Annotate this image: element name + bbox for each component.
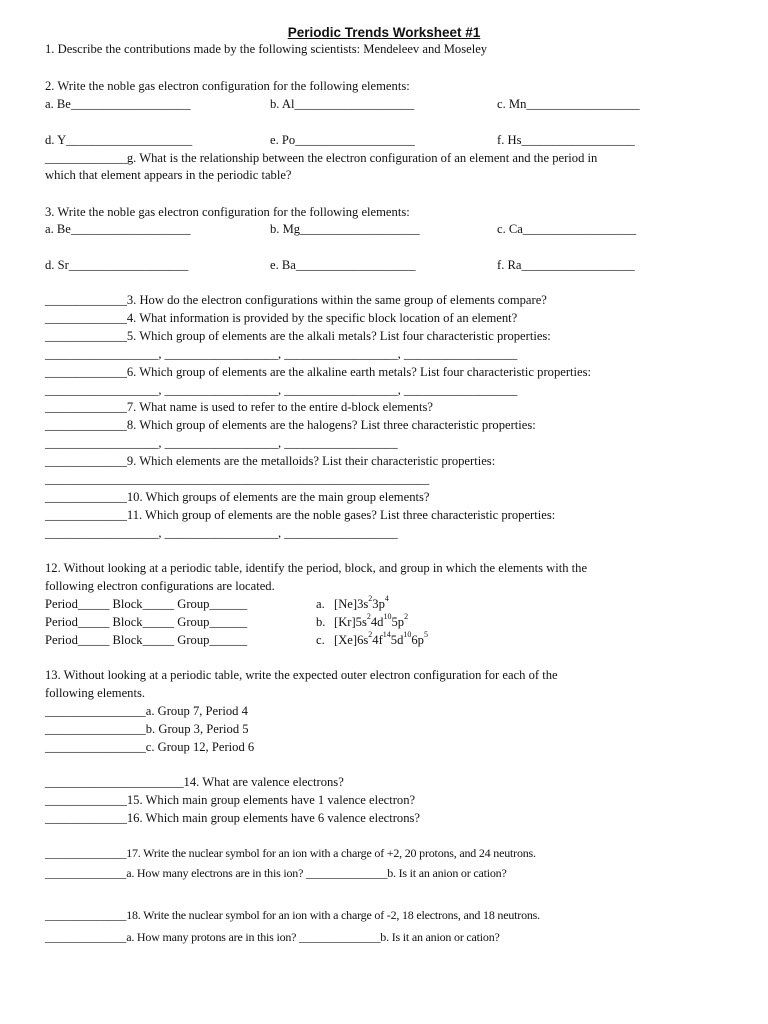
question-18: ______________18. Write the nuclear symbol for an ion with a charge of -2, 18 electrons, and 18 neutrons. <box>45 908 540 922</box>
question-14: ______________________14. What are valence electrons? <box>45 775 344 789</box>
q12-blank-a: Period_____ Block_____ Group______ <box>45 597 248 611</box>
q12-label-a: a. <box>316 597 325 611</box>
q13-item-b: ________________b. Group 3, Period 5 <box>45 722 249 736</box>
q2-item-e: e. Po___________________ <box>270 133 415 147</box>
q13-item-a: ________________a. Group 7, Period 4 <box>45 704 248 718</box>
q2-item-f: f. Hs__________________ <box>497 133 635 147</box>
q5-answer-blanks: __________________, __________________, __________________, __________________ <box>45 347 518 361</box>
question-5: _____________5. Which group of elements are the alkali metals? List four characteristic properties: <box>45 329 551 343</box>
question-17: ______________17. Write the nuclear symbol for an ion with a charge of +2, 20 protons, and 24 neutrons. <box>45 846 536 860</box>
question-16: _____________16. Which main group elements have 6 valence electrons? <box>45 811 421 825</box>
question-3-prompt: 3. Write the noble gas electron configuration for the following elements: <box>45 205 410 219</box>
q9-answer-blank: _____________________________________________________________ <box>45 472 430 486</box>
q3-item-c: c. Ca__________________ <box>497 222 637 236</box>
question-1: 1. Describe the contributions made by the following scientists: Mendeleev and Moseley <box>45 42 488 56</box>
q13-item-c: ________________c. Group 12, Period 6 <box>45 740 255 754</box>
question-8: _____________8. Which group of elements are the halogens? List three characteristic properties: <box>45 418 536 432</box>
question-13: 13. Without looking at a periodic table, write the expected outer electron configuration for each of the <box>45 668 558 682</box>
q2-item-g: _____________g. What is the relationship between the electron configuration of an element and the period in <box>45 151 598 165</box>
page-title: Periodic Trends Worksheet #1 <box>287 25 481 40</box>
q2-item-b: b. Al___________________ <box>270 97 415 111</box>
q2-item-a: a. Be___________________ <box>45 97 191 111</box>
question-12-cont: following electron configurations are located. <box>45 579 275 593</box>
q12-config-a: $[Ne]3s^23p^4$ <box>334 594 389 611</box>
question-12: 12. Without looking at a periodic table, identify the period, block, and group in which the elements with the <box>45 561 588 575</box>
q12-label-c: c. <box>316 633 325 647</box>
q12-label-b: b. <box>316 615 326 629</box>
question-13-cont: following elements. <box>45 686 146 700</box>
question-2-prompt: 2. Write the noble gas electron configuration for the following elements: <box>45 79 410 93</box>
question-6: _____________6. Which group of elements are the alkaline earth metals? List four characteristic properties: <box>45 365 592 379</box>
q12-config-c: $[Xe]6s^24f^{14}5d^{10}6p^5$ <box>334 630 428 647</box>
q3-item-f: f. Ra__________________ <box>497 258 635 272</box>
question-7: _____________7. What name is used to refer to the entire d-block elements? <box>45 400 433 414</box>
question-9: _____________9. Which elements are the metalloids? List their characteristic properties: <box>45 454 496 468</box>
question-10: _____________10. Which groups of elements are the main group elements? <box>45 490 430 504</box>
q11-answer-blanks: __________________, __________________, __________________ <box>45 526 398 540</box>
q12-blank-c: Period_____ Block_____ Group______ <box>45 633 248 647</box>
q3-item-e: e. Ba___________________ <box>270 258 416 272</box>
q12-config-b: $[Kr]5s^24d^{10}5p^2$ <box>334 612 409 629</box>
question-11: _____________11. Which group of elements are the noble gases? List three characteristic properties: <box>45 508 556 522</box>
q12-blank-b: Period_____ Block_____ Group______ <box>45 615 248 629</box>
question-15: _____________15. Which main group elements have 1 valence electron? <box>45 793 416 807</box>
q8-answer-blanks: __________________, __________________, __________________ <box>45 436 398 450</box>
question-17-sub: ______________a. How many electrons are in this ion? ______________b. Is it an anion or cation? <box>45 866 507 880</box>
question-18-sub: ______________a. How many protons are in this ion? ______________b. Is it an anion or cation? <box>45 930 500 944</box>
q3-item-a: a. Be___________________ <box>45 222 191 236</box>
q3-item-d: d. Sr___________________ <box>45 258 189 272</box>
q2-item-c: c. Mn__________________ <box>497 97 640 111</box>
q6-answer-blanks: __________________, __________________, __________________, __________________ <box>45 383 518 397</box>
q2-item-d: d. Y____________________ <box>45 133 193 147</box>
q2-item-g-cont: which that element appears in the periodic table? <box>45 168 292 182</box>
q3-item-b: b. Mg___________________ <box>270 222 420 236</box>
question-3b: _____________3. How do the electron configurations within the same group of elements compare? <box>45 293 547 307</box>
question-4: _____________4. What information is provided by the specific block location of an element? <box>45 311 518 325</box>
